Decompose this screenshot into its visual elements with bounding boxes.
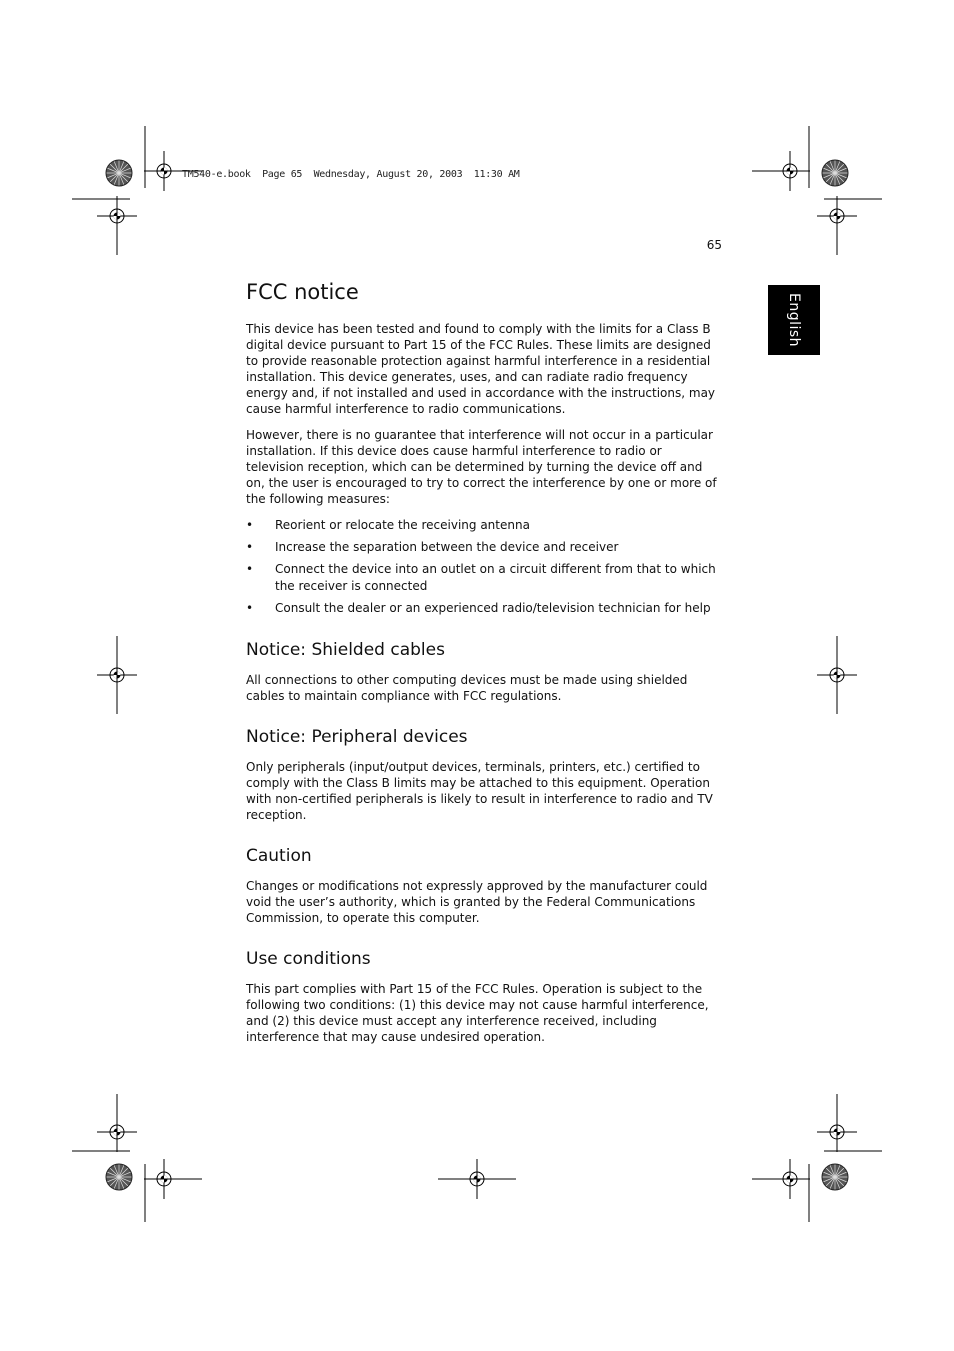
- list-item: • Consult the dealer or an experienced radio/television technician for help: [246, 600, 722, 617]
- page-content: [246, 278, 722, 1055]
- page-number: 65: [706, 238, 722, 252]
- paragraph: Changes or modifications not expressly approved by the manufacturer could void the user’s authority, which is granted by the Federal Communications Commission, to operate this computer.: [246, 879, 708, 925]
- section-peripheral-devices: [246, 726, 722, 823]
- paragraph: However, there is no guarantee that interference will not occur in a particular installation. If this device does cause harmful interference to radio or television reception, which can be determined by turning the device off and on, the user is encouraged to try to correct the interference by one or more of the following measures:: [246, 428, 717, 506]
- language-tab: [768, 285, 820, 355]
- section-fcc-notice: [246, 278, 722, 617]
- list-item: • Connect the device into an outlet on a circuit different from that to which the receiver is connected: [246, 561, 722, 595]
- language-tab-label: English: [786, 292, 802, 348]
- section-heading: Notice: Shielded cables: [246, 640, 445, 660]
- section-use-conditions: [246, 948, 722, 1045]
- measures-list: [246, 517, 722, 617]
- list-item: • Reorient or relocate the receiving antenna: [246, 517, 722, 534]
- section-caution: [246, 845, 722, 926]
- section-shielded-cables: [246, 639, 722, 704]
- print-header: TM540-e.book Page 65 Wednesday, August 20, 2003 11:30 AM: [182, 169, 520, 180]
- page-title: FCC notice: [246, 280, 359, 304]
- paragraph: Only peripherals (input/output devices, terminals, printers, etc.) certified to comply with the Class B limits may be attached to this equipment. Operation with non-certified peripherals is likely to result in interference to radio and TV reception.: [246, 760, 713, 822]
- section-heading: Notice: Peripheral devices: [246, 727, 468, 747]
- section-heading: Use conditions: [246, 949, 371, 969]
- section-heading: Caution: [246, 846, 312, 866]
- list-item: • Increase the separation between the device and receiver: [246, 539, 722, 556]
- paragraph: This part complies with Part 15 of the FCC Rules. Operation is subject to the following two conditions: (1) this device may not cause harmful interference, and (2) this device must accept any interference received, including interference that may cause undesired operation.: [246, 982, 709, 1044]
- paragraph: All connections to other computing devices must be made using shielded cables to maintain compliance with FCC regulations.: [246, 673, 688, 703]
- paragraph: This device has been tested and found to comply with the limits for a Class B digital device pursuant to Part 15 of the FCC Rules. These limits are designed to provide reasonable protection against harmful interference in a residential installation. This device generates, uses, and can radiate radio frequency energy and, if not installed and used in accordance with the instructions, may cause harmful interference to radio communications.: [246, 322, 716, 416]
